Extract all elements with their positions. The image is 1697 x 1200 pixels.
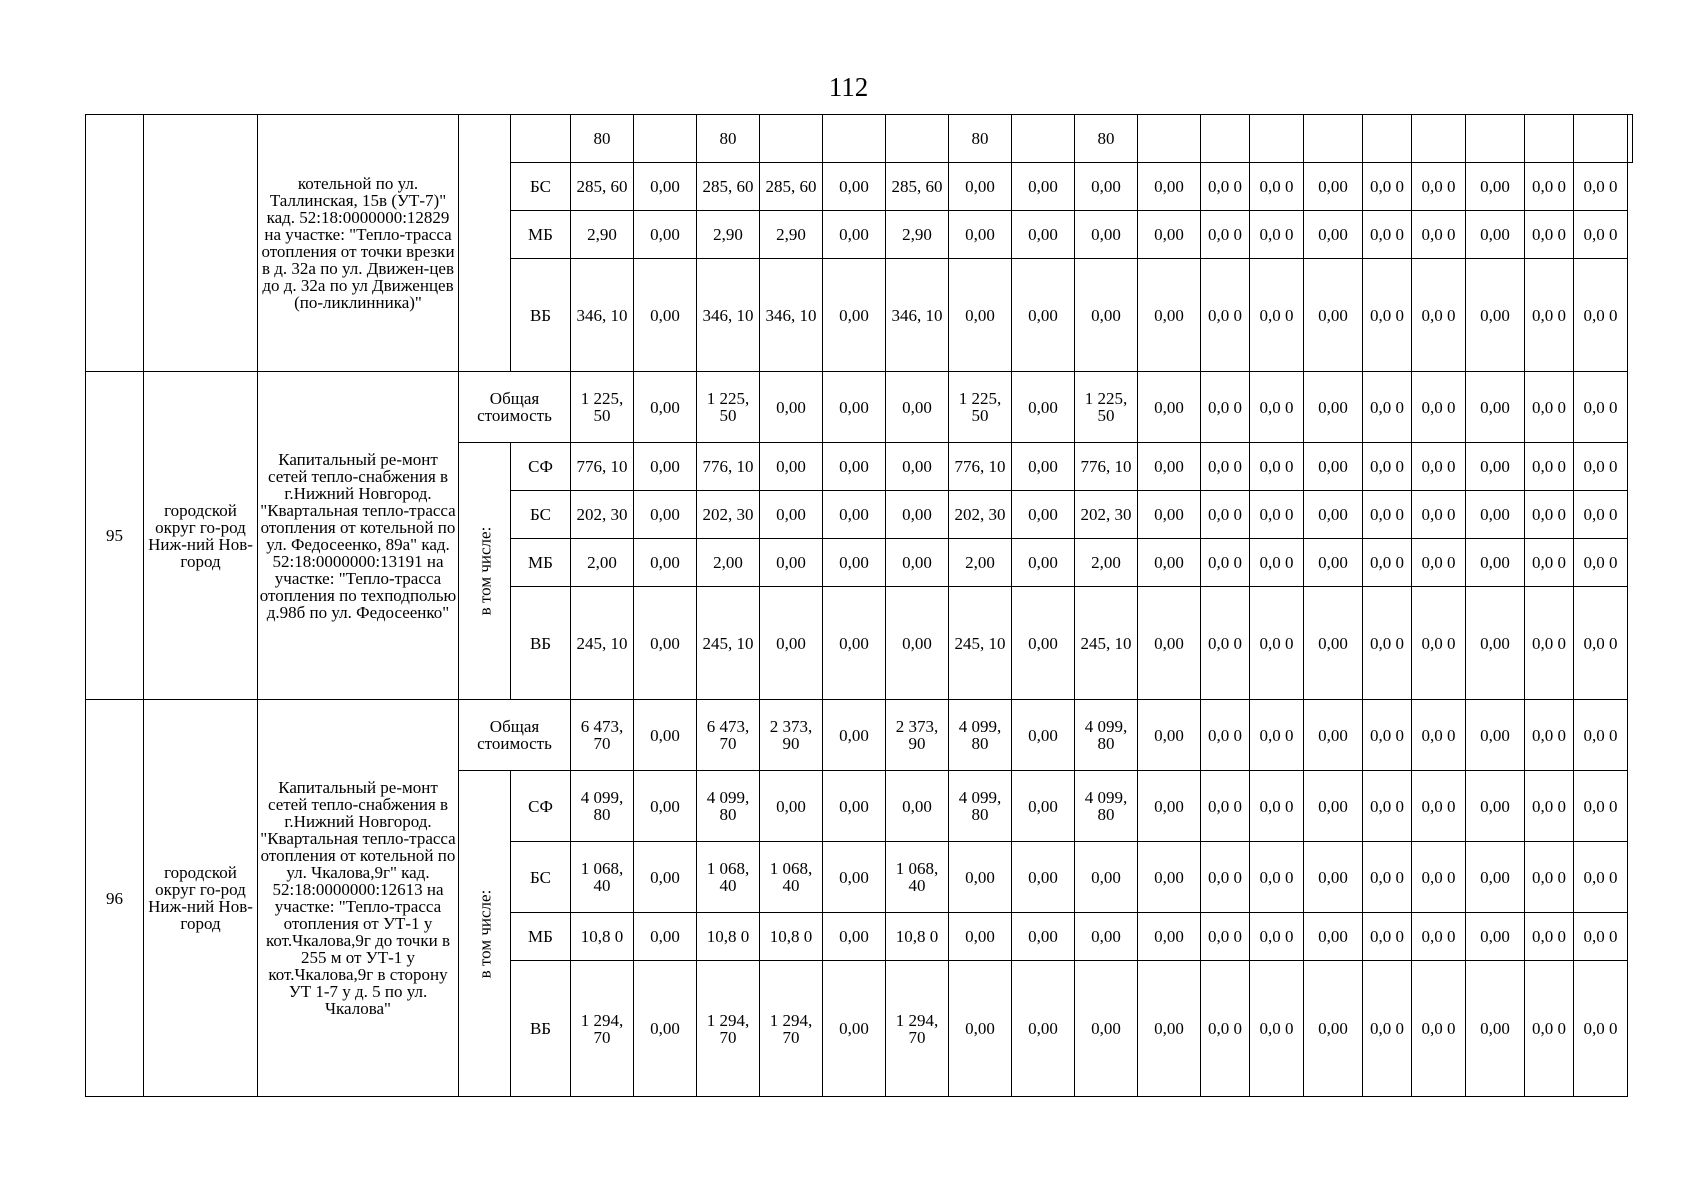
value-cell: 0,00 (1138, 372, 1201, 443)
value-cell (1363, 115, 1412, 163)
value-cell: 0,0 0 (1525, 587, 1574, 700)
value-cell: 0,00 (1304, 700, 1363, 771)
value-cell: 0,0 0 (1574, 771, 1628, 842)
value-cell: 0,00 (760, 372, 823, 443)
value-cell: 10,8 0 (571, 913, 634, 961)
value-cell: 0,00 (1012, 211, 1075, 259)
value-cell: 0,00 (1012, 491, 1075, 539)
value-cell: 0,00 (823, 163, 886, 211)
value-cell: 0,0 0 (1363, 372, 1412, 443)
value-cell: 0,0 0 (1574, 842, 1628, 913)
value-cell: 346, 10 (760, 259, 823, 372)
value-cell: 0,00 (823, 539, 886, 587)
value-cell: 0,00 (1304, 163, 1363, 211)
value-cell: 0,0 0 (1201, 491, 1250, 539)
value-cell: 0,00 (1466, 913, 1525, 961)
value-cell (886, 115, 949, 163)
value-cell: 1 068, 40 (697, 842, 760, 913)
including-label-cell (459, 771, 511, 1097)
value-cell: 0,00 (1075, 961, 1138, 1097)
value-cell: 202, 30 (697, 491, 760, 539)
value-cell: 346, 10 (697, 259, 760, 372)
value-cell: 0,00 (823, 771, 886, 842)
value-cell: 1 068, 40 (571, 842, 634, 913)
value-cell: 0,00 (1466, 771, 1525, 842)
description-cell: котельной по ул. Таллинская, 15в (УТ-7)" кад. 52:18:0000000:12829 на участке: "Тепло-трасса отопления от точки врезки в д. 32а по ул. Движен-цев до д. 32а по ул Движенцев (по-ликлинника)" (258, 115, 459, 372)
value-cell: 0,00 (1012, 961, 1075, 1097)
value-cell: 0,00 (1466, 259, 1525, 372)
value-cell: 0,0 0 (1574, 491, 1628, 539)
value-cell: 0,0 0 (1412, 211, 1466, 259)
including-label: в том числе: (475, 889, 494, 978)
value-cell: 346, 10 (886, 259, 949, 372)
value-cell: 0,00 (949, 211, 1012, 259)
value-cell: 0,0 0 (1525, 539, 1574, 587)
table-row (86, 115, 1633, 163)
value-cell: 0,0 0 (1412, 961, 1466, 1097)
value-cell: 0,00 (634, 491, 697, 539)
value-cell: 0,0 0 (1201, 842, 1250, 913)
value-cell: 0,00 (1304, 961, 1363, 1097)
value-cell: 0,0 0 (1363, 771, 1412, 842)
value-cell: 2,90 (571, 211, 634, 259)
value-cell: 0,0 0 (1574, 443, 1628, 491)
value-cell: 0,00 (1466, 163, 1525, 211)
value-cell: 0,0 0 (1250, 259, 1304, 372)
value-cell: 0,0 0 (1412, 842, 1466, 913)
value-cell (1466, 115, 1525, 163)
value-cell: 0,0 0 (1574, 539, 1628, 587)
value-cell: 285, 60 (886, 163, 949, 211)
value-cell: 10,8 0 (886, 913, 949, 961)
value-cell: 6 473, 70 (697, 700, 760, 771)
value-cell: 0,00 (1012, 539, 1075, 587)
value-cell: 0,00 (1012, 443, 1075, 491)
value-cell: 0,00 (634, 539, 697, 587)
value-cell: 0,00 (886, 372, 949, 443)
value-cell: 0,0 0 (1363, 163, 1412, 211)
value-cell: 1 225, 50 (697, 372, 760, 443)
value-cell: 0,00 (1012, 163, 1075, 211)
value-cell: 0,00 (1075, 913, 1138, 961)
value-cell: 0,0 0 (1574, 211, 1628, 259)
value-cell: 0,0 0 (1574, 372, 1628, 443)
value-cell: 202, 30 (571, 491, 634, 539)
value-cell: 0,00 (634, 961, 697, 1097)
value-cell: 776, 10 (571, 443, 634, 491)
value-cell: 0,0 0 (1201, 700, 1250, 771)
value-cell (1412, 115, 1466, 163)
value-cell: 0,00 (1304, 443, 1363, 491)
value-cell: 4 099, 80 (949, 771, 1012, 842)
including-label: в том числе: (475, 526, 494, 616)
value-cell: 0,00 (949, 913, 1012, 961)
value-cell: 245, 10 (571, 587, 634, 700)
municipality-cell: городской округ го-род Ниж-ний Нов-город (144, 372, 258, 700)
value-cell: 0,0 0 (1525, 491, 1574, 539)
value-cell: 0,00 (634, 443, 697, 491)
value-cell: 285, 60 (760, 163, 823, 211)
value-cell (634, 115, 697, 163)
value-cell: 0,00 (1466, 443, 1525, 491)
value-cell: 1 225, 50 (571, 372, 634, 443)
municipality-cell: городской округ го-род Ниж-ний Нов-город (144, 700, 258, 1097)
fund-type-cell: ВБ (511, 259, 571, 372)
value-cell: 0,0 0 (1250, 372, 1304, 443)
value-cell: 0,0 0 (1250, 913, 1304, 961)
value-cell: 245, 10 (949, 587, 1012, 700)
value-cell: 0,00 (760, 491, 823, 539)
value-cell: 0,0 0 (1525, 259, 1574, 372)
value-cell: 0,00 (634, 771, 697, 842)
value-cell: 0,00 (1012, 913, 1075, 961)
value-cell: 1 225, 50 (1075, 372, 1138, 443)
value-cell: 0,0 0 (1201, 443, 1250, 491)
value-cell: 0,0 0 (1250, 539, 1304, 587)
value-cell: 0,0 0 (1412, 539, 1466, 587)
value-cell: 285, 60 (571, 163, 634, 211)
value-cell: 0,00 (1075, 211, 1138, 259)
value-cell: 776, 10 (697, 443, 760, 491)
value-cell: 346, 10 (571, 259, 634, 372)
value-cell: 0,00 (634, 259, 697, 372)
fund-type-cell: БС (511, 163, 571, 211)
value-cell: 0,0 0 (1250, 842, 1304, 913)
value-cell: 4 099, 80 (1075, 700, 1138, 771)
value-cell: 0,0 0 (1250, 771, 1304, 842)
description-cell: Капитальный ре-монт сетей тепло-снабжения в г.Нижний Новгород. "Квартальная тепло-трасса отопления от котельной по ул. Чкалова,9г" кад. 52:18:0000000:12613 на участке: "Тепло-трасса отопления от УТ-1 у кот.Чкалова,9г до точки в 255 м от УТ-1 у кот.Чкалова,9г в сторону УТ 1-7 у д. 5 по ул. Чкалова" (258, 700, 459, 1097)
value-cell: 1 294, 70 (760, 961, 823, 1097)
value-cell: 0,00 (634, 163, 697, 211)
value-cell: 0,00 (823, 443, 886, 491)
value-cell: 776, 10 (1075, 443, 1138, 491)
value-cell: 0,0 0 (1525, 211, 1574, 259)
value-cell: 202, 30 (949, 491, 1012, 539)
value-cell: 0,0 0 (1250, 491, 1304, 539)
value-cell: 0,00 (1304, 913, 1363, 961)
value-cell: 0,0 0 (1412, 587, 1466, 700)
value-cell: 0,0 0 (1574, 961, 1628, 1097)
value-cell: 0,00 (1138, 163, 1201, 211)
value-cell: 0,0 0 (1525, 163, 1574, 211)
value-cell: 2,90 (760, 211, 823, 259)
value-cell: 0,00 (634, 700, 697, 771)
value-cell: 2,00 (949, 539, 1012, 587)
value-cell: 80 (571, 115, 634, 163)
value-cell: 0,0 0 (1250, 587, 1304, 700)
value-cell: 0,0 0 (1201, 211, 1250, 259)
value-cell: 0,00 (634, 913, 697, 961)
value-cell: 0,0 0 (1363, 211, 1412, 259)
value-cell (1574, 115, 1628, 163)
value-cell: 0,0 0 (1412, 913, 1466, 961)
fund-type-cell: МБ (511, 539, 571, 587)
value-cell: 0,0 0 (1363, 961, 1412, 1097)
value-cell: 285, 60 (697, 163, 760, 211)
fund-type-cell: БС (511, 491, 571, 539)
value-cell: 4 099, 80 (697, 771, 760, 842)
value-cell: 0,00 (760, 443, 823, 491)
value-cell: 0,00 (1012, 771, 1075, 842)
value-cell: 0,0 0 (1201, 913, 1250, 961)
total-cost-label: Общая стоимость (459, 700, 571, 771)
value-cell: 4 099, 80 (1075, 771, 1138, 842)
value-cell: 0,00 (1138, 842, 1201, 913)
value-cell: 0,0 0 (1412, 491, 1466, 539)
value-cell: 0,00 (1466, 491, 1525, 539)
value-cell: 0,0 0 (1412, 443, 1466, 491)
value-cell: 0,0 0 (1201, 259, 1250, 372)
value-cell: 80 (949, 115, 1012, 163)
value-cell: 0,00 (823, 913, 886, 961)
value-cell: 0,0 0 (1363, 700, 1412, 771)
value-cell: 0,0 0 (1574, 259, 1628, 372)
value-cell: 4 099, 80 (949, 700, 1012, 771)
value-cell: 1 294, 70 (571, 961, 634, 1097)
value-cell: 0,00 (1466, 211, 1525, 259)
including-cell (459, 115, 511, 372)
value-cell: 1 294, 70 (886, 961, 949, 1097)
value-cell: 0,00 (1138, 961, 1201, 1097)
value-cell: 0,0 0 (1201, 539, 1250, 587)
value-cell (1201, 115, 1250, 163)
value-cell: 245, 10 (697, 587, 760, 700)
description-cell: Капитальный ре-монт сетей тепло-снабжения в г.Нижний Новгород. "Квартальная тепло-трасса отопления от котельной по ул. Федосеенко, 89а" кад. 52:18:0000000:13191 на участке: "Тепло-трасса отопления по техподполью д.98б по ул. Федосеенко" (258, 372, 459, 700)
value-cell: 0,00 (1304, 491, 1363, 539)
value-cell (1628, 115, 1633, 163)
value-cell: 80 (1075, 115, 1138, 163)
fund-type-cell: СФ (511, 771, 571, 842)
value-cell: 0,00 (886, 587, 949, 700)
value-cell: 0,00 (1466, 961, 1525, 1097)
value-cell: 0,0 0 (1525, 961, 1574, 1097)
row-number-cell (86, 115, 144, 372)
value-cell: 0,0 0 (1525, 913, 1574, 961)
value-cell: 0,0 0 (1525, 842, 1574, 913)
value-cell: 0,00 (1075, 259, 1138, 372)
municipality-cell (144, 115, 258, 372)
value-cell: 245, 10 (1075, 587, 1138, 700)
value-cell: 0,00 (1466, 587, 1525, 700)
value-cell: 0,0 0 (1412, 163, 1466, 211)
value-cell: 0,00 (823, 842, 886, 913)
value-cell: 0,00 (1466, 539, 1525, 587)
value-cell: 10,8 0 (697, 913, 760, 961)
value-cell: 0,0 0 (1250, 163, 1304, 211)
value-cell: 1 294, 70 (697, 961, 760, 1097)
value-cell: 0,00 (886, 443, 949, 491)
value-cell: 0,00 (949, 163, 1012, 211)
value-cell: 2,00 (571, 539, 634, 587)
value-cell: 0,00 (1012, 700, 1075, 771)
value-cell: 0,00 (1138, 491, 1201, 539)
value-cell: 0,0 0 (1574, 163, 1628, 211)
value-cell (1304, 115, 1363, 163)
value-cell: 0,0 0 (1363, 491, 1412, 539)
value-cell: 6 473, 70 (571, 700, 634, 771)
fund-type-cell: МБ (511, 211, 571, 259)
row-number-cell: 95 (86, 372, 144, 700)
value-cell: 0,0 0 (1201, 587, 1250, 700)
value-cell: 0,0 0 (1525, 443, 1574, 491)
value-cell: 0,00 (1304, 587, 1363, 700)
value-cell: 0,00 (823, 211, 886, 259)
value-cell: 0,00 (1304, 539, 1363, 587)
value-cell: 0,00 (1012, 842, 1075, 913)
value-cell: 0,00 (886, 539, 949, 587)
value-cell: 2,00 (1075, 539, 1138, 587)
value-cell: 0,00 (634, 211, 697, 259)
value-cell: 0,0 0 (1201, 163, 1250, 211)
value-cell: 2 373, 90 (886, 700, 949, 771)
value-cell: 0,0 0 (1574, 587, 1628, 700)
value-cell: 0,0 0 (1412, 259, 1466, 372)
value-cell: 776, 10 (949, 443, 1012, 491)
value-cell: 1 225, 50 (949, 372, 1012, 443)
fund-type-cell: БС (511, 842, 571, 913)
value-cell: 0,00 (1138, 539, 1201, 587)
value-cell: 0,0 0 (1363, 842, 1412, 913)
value-cell (823, 115, 886, 163)
value-cell: 0,00 (949, 961, 1012, 1097)
value-cell: 0,00 (1012, 587, 1075, 700)
value-cell: 0,0 0 (1525, 700, 1574, 771)
value-cell: 0,00 (949, 259, 1012, 372)
value-cell: 2,90 (886, 211, 949, 259)
value-cell: 0,00 (1075, 163, 1138, 211)
fund-type-cell: ВБ (511, 587, 571, 700)
page-number: 112 (828, 72, 869, 102)
fund-type-cell: МБ (511, 913, 571, 961)
value-cell: 0,00 (1138, 771, 1201, 842)
value-cell: 0,00 (1138, 700, 1201, 771)
total-cost-label: Общая стоимость (459, 372, 571, 443)
fund-type-cell (511, 115, 571, 163)
value-cell: 0,0 0 (1363, 259, 1412, 372)
value-cell: 0,00 (1075, 842, 1138, 913)
value-cell: 0,00 (1304, 372, 1363, 443)
value-cell: 0,00 (634, 587, 697, 700)
value-cell: 0,00 (634, 372, 697, 443)
value-cell: 0,00 (1138, 443, 1201, 491)
value-cell: 0,00 (1012, 372, 1075, 443)
value-cell (1250, 115, 1304, 163)
value-cell: 0,00 (1466, 372, 1525, 443)
value-cell: 2,90 (697, 211, 760, 259)
value-cell: 0,00 (1138, 211, 1201, 259)
table-row (86, 372, 1633, 443)
fund-type-cell: СФ (511, 443, 571, 491)
value-cell: 0,0 0 (1412, 700, 1466, 771)
row-number-cell: 96 (86, 700, 144, 1097)
value-cell: 0,0 0 (1525, 372, 1574, 443)
value-cell: 10,8 0 (760, 913, 823, 961)
value-cell: 0,00 (1012, 259, 1075, 372)
value-cell: 202, 30 (1075, 491, 1138, 539)
value-cell: 0,00 (823, 491, 886, 539)
value-cell: 0,00 (1138, 913, 1201, 961)
value-cell: 0,0 0 (1574, 700, 1628, 771)
table-row (86, 700, 1633, 771)
value-cell: 0,0 0 (1201, 771, 1250, 842)
value-cell: 0,00 (1138, 259, 1201, 372)
value-cell: 0,0 0 (1250, 443, 1304, 491)
value-cell: 0,00 (949, 842, 1012, 913)
value-cell: 0,00 (823, 372, 886, 443)
value-cell: 0,0 0 (1363, 539, 1412, 587)
value-cell: 1 068, 40 (886, 842, 949, 913)
value-cell: 0,0 0 (1363, 587, 1412, 700)
value-cell: 0,0 0 (1574, 913, 1628, 961)
value-cell: 0,0 0 (1250, 700, 1304, 771)
value-cell: 0,00 (1304, 211, 1363, 259)
value-cell (1525, 115, 1574, 163)
value-cell: 0,00 (1466, 842, 1525, 913)
value-cell: 0,00 (823, 587, 886, 700)
value-cell: 0,00 (1304, 842, 1363, 913)
including-label-cell (459, 443, 511, 700)
value-cell: 0,00 (760, 771, 823, 842)
value-cell: 80 (697, 115, 760, 163)
value-cell: 1 068, 40 (760, 842, 823, 913)
value-cell (760, 115, 823, 163)
value-cell: 0,00 (823, 700, 886, 771)
value-cell: 0,00 (1304, 771, 1363, 842)
value-cell: 0,0 0 (1250, 961, 1304, 1097)
value-cell: 0,0 0 (1250, 211, 1304, 259)
value-cell: 0,00 (1466, 700, 1525, 771)
value-cell: 4 099, 80 (571, 771, 634, 842)
value-cell: 0,0 0 (1201, 372, 1250, 443)
fund-type-cell: ВБ (511, 961, 571, 1097)
value-cell: 0,00 (760, 539, 823, 587)
value-cell: 0,00 (634, 842, 697, 913)
funding-table (85, 114, 1633, 1097)
value-cell: 0,00 (886, 771, 949, 842)
value-cell (1138, 115, 1201, 163)
value-cell: 0,00 (823, 961, 886, 1097)
value-cell: 0,0 0 (1201, 961, 1250, 1097)
value-cell: 0,0 0 (1412, 372, 1466, 443)
value-cell: 0,00 (1138, 587, 1201, 700)
value-cell: 2 373, 90 (760, 700, 823, 771)
value-cell: 0,0 0 (1412, 771, 1466, 842)
value-cell: 0,0 0 (1525, 771, 1574, 842)
value-cell: 2,00 (697, 539, 760, 587)
value-cell (1012, 115, 1075, 163)
value-cell: 0,00 (1304, 259, 1363, 372)
value-cell: 0,00 (823, 259, 886, 372)
value-cell: 0,00 (886, 491, 949, 539)
value-cell: 0,0 0 (1363, 913, 1412, 961)
value-cell: 0,00 (760, 587, 823, 700)
value-cell: 0,0 0 (1363, 443, 1412, 491)
